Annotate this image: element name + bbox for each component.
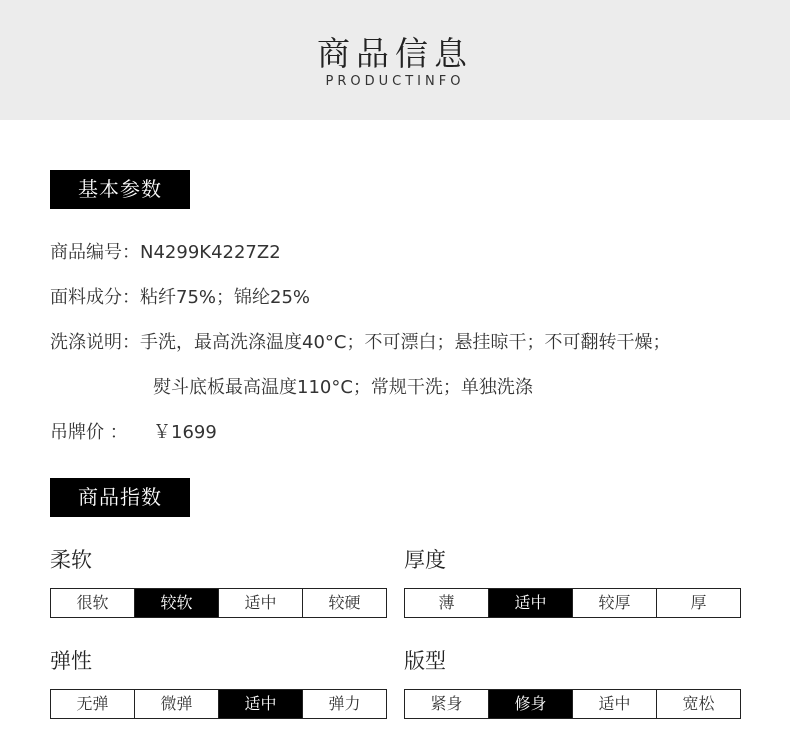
fit-title: 版型 bbox=[404, 649, 446, 673]
elasticity-scale bbox=[50, 689, 387, 719]
material-row bbox=[50, 283, 310, 309]
thickness-scale bbox=[404, 588, 741, 618]
thickness-option: 较厚 bbox=[573, 589, 657, 617]
elasticity-option: 微弹 bbox=[135, 690, 219, 718]
elasticity-option: 弹力 bbox=[328, 694, 361, 713]
section-title-basic-params: 基本参数 bbox=[50, 170, 190, 209]
softness-option: 较硬 bbox=[328, 593, 361, 612]
tag-price-row bbox=[50, 418, 217, 444]
product-code-row bbox=[50, 238, 281, 264]
tag-price-value: ￥1699 bbox=[153, 422, 217, 443]
product-code-label: 商品编号： bbox=[50, 242, 140, 263]
product-code-value: N4299K4227Z2 bbox=[140, 242, 281, 263]
page-subtitle: PRODUCTINFO bbox=[325, 74, 465, 89]
wash-instructions-row bbox=[50, 328, 670, 354]
elasticity-option: 无弹 bbox=[51, 690, 135, 718]
tag-price-label: 吊牌价 ： bbox=[50, 422, 128, 443]
thickness-option: 厚 bbox=[690, 593, 707, 612]
softness-title: 柔软 bbox=[50, 548, 92, 572]
fit-option: 适中 bbox=[573, 690, 657, 718]
thickness-option: 适中 bbox=[489, 589, 573, 617]
section-title-product-index: 商品指数 bbox=[50, 478, 190, 517]
fit-scale bbox=[404, 689, 741, 719]
fit-option: 宽松 bbox=[682, 694, 715, 713]
softness-option: 适中 bbox=[219, 589, 303, 617]
thickness-title: 厚度 bbox=[404, 548, 446, 572]
wash-value-line1: 手洗，最高洗涤温度40°C；不可漂白；悬挂晾干；不可翻转干燥； bbox=[140, 332, 671, 353]
softness-option: 很软 bbox=[51, 589, 135, 617]
softness-scale bbox=[50, 588, 387, 618]
elasticity-option: 适中 bbox=[219, 690, 303, 718]
wash-value-line2: 熨斗底板最高温度110°C；常规干洗；单独洗涤 bbox=[153, 377, 533, 398]
header-banner bbox=[0, 0, 790, 120]
thickness-option: 薄 bbox=[405, 589, 489, 617]
softness-option: 较软 bbox=[135, 589, 219, 617]
page-title: 商品信息 bbox=[317, 34, 473, 73]
fit-option: 紧身 bbox=[405, 690, 489, 718]
material-label: 面料成分： bbox=[50, 287, 140, 308]
fit-option: 修身 bbox=[489, 690, 573, 718]
wash-label: 洗涤说明： bbox=[50, 332, 140, 353]
wash-instructions-row-continued bbox=[153, 373, 533, 399]
material-value: 粘纤75%；锦纶25% bbox=[140, 287, 311, 308]
elasticity-title: 弹性 bbox=[50, 649, 92, 673]
